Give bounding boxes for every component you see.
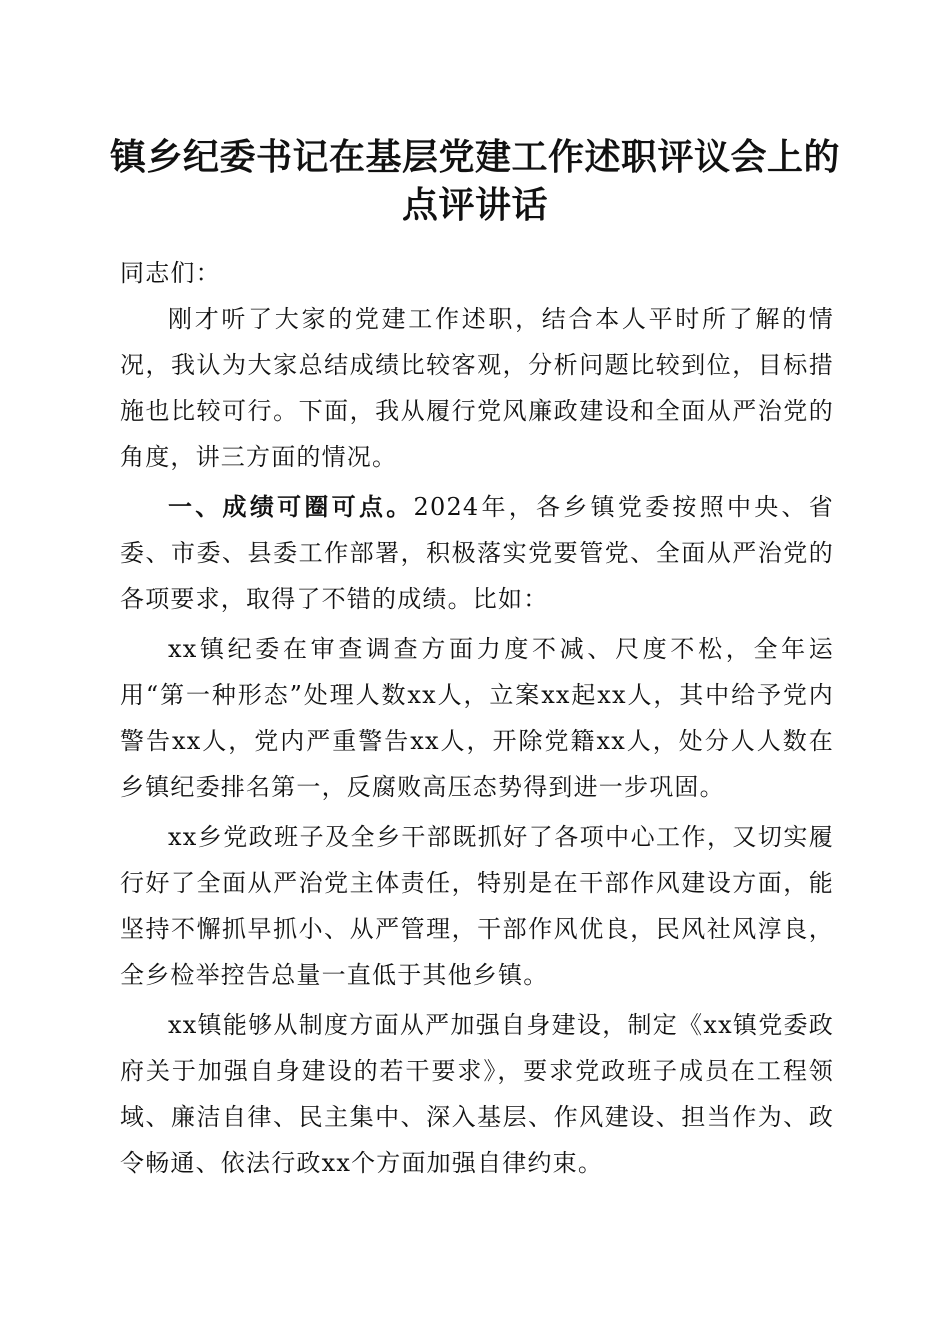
- paragraph-intro: 刚才听了大家的党建工作述职，结合本人平时所了解的情况，我认为大家总结成绩比较客观，分析问题比较到位，目标措施也比较可行。下面，我从履行党风廉政建设和全面从严治党的角度，讲三方面的情况。: [120, 305, 834, 471]
- paragraph-section-one: [120, 484, 834, 622]
- title-line-2: 点评讲话: [401, 184, 548, 226]
- section-heading: 一、成绩可圈可点。: [168, 492, 414, 521]
- paragraph-example-3: xx镇能够从制度方面从严加强自身建设，制定《xx镇党委政府关于加强自身建设的若干要求》，要求党政班子成员在工程领域、廉洁自律、民主集中、深入基层、作风建设、担当作为、政令畅通、依法行政xx个方面加强自律约束。: [120, 1011, 834, 1177]
- paragraph-example-1: xx镇纪委在审查调查方面力度不减、尺度不松，全年运用“第一种形态”处理人数xx人，立案xx起xx人，其中给予党内警告xx人，党内严重警告xx人，开除党籍xx人，处分人人数在乡镇纪委排名第一，反腐败高压态势得到进一步巩固。: [120, 635, 834, 801]
- paragraph-example-2: xx乡党政班子及全乡干部既抓好了各项中心工作，又切实履行好了全面从严治党主体责任，特别是在干部作风建设方面，能坚持不懈抓早抓小、从严管理，干部作风优良，民风社风淳良，全乡检举控告总量一直低于其他乡镇。: [120, 823, 834, 989]
- salutation: 同志们：: [120, 259, 221, 287]
- section-text: 2024年，各乡镇党委按照中央、省委、市委、县委工作部署，积极落实党要管党、全面从严治党的各项要求，取得了不错的成绩。比如：: [120, 493, 834, 613]
- title-line-1: 镇乡纪委书记在基层党建工作述职评议会上的: [110, 136, 841, 178]
- document-title: [110, 133, 840, 229]
- document-body: [120, 250, 834, 1186]
